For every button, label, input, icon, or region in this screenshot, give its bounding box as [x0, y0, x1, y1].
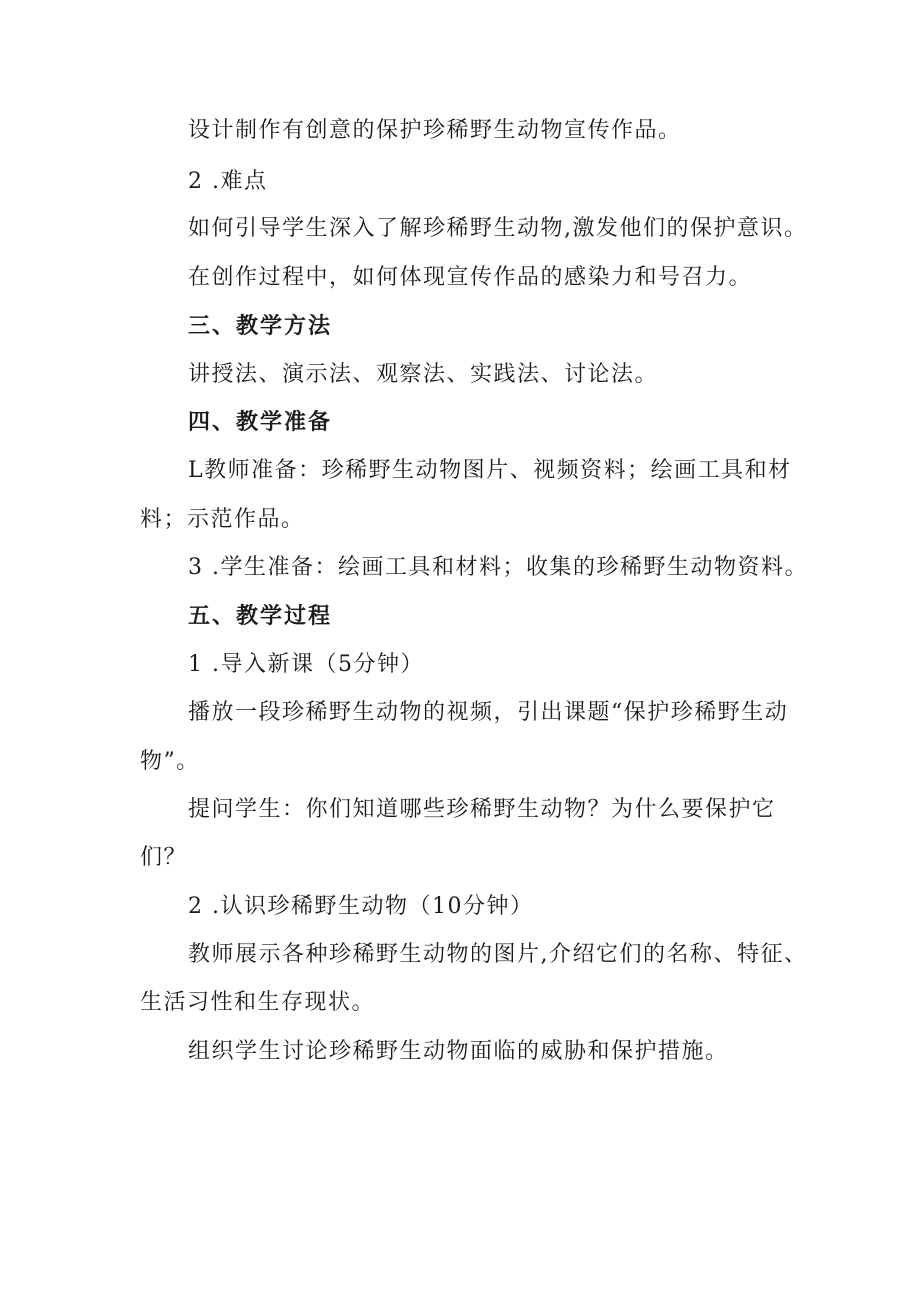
paragraph-line: 设计制作有创意的保护珍稀野生动物宣传作品。 [188, 118, 682, 143]
paragraph-line: 料；示范作品。 [140, 507, 305, 532]
paragraph-line: 3 .学生准备：绘画工具和材料；收集的珍稀野生动物资料。 [188, 555, 808, 580]
paragraph-line: 在创作过程中，如何体现宣传作品的感染力和号召力。 [188, 265, 753, 290]
paragraph-line: 生活习性和生存现状。 [140, 990, 376, 1015]
paragraph-line: 如何引导学生深入了解珍稀野生动物,激发他们的保护意识。 [188, 216, 808, 241]
section-subheading: 1 .导入新课（5分钟） [188, 652, 424, 677]
paragraph-line: 组织学生讨论珍稀野生动物面临的威胁和保护措施。 [188, 1039, 729, 1064]
section-subheading: 2 .认识珍稀野生动物（10分钟） [188, 894, 534, 919]
paragraph-line: 播放一段珍稀野生动物的视频，引出课题“保护珍稀野生动 [188, 700, 789, 725]
section-heading: 三、教学方法 [188, 314, 333, 339]
paragraph-line: 们？ [140, 845, 188, 870]
paragraph-line: 讲授法、演示法、观察法、实践法、讨论法。 [188, 362, 659, 387]
paragraph-line: L教师准备：珍稀野生动物图片、视频资料；绘画工具和材 [188, 458, 792, 483]
section-heading: 四、教学准备 [188, 410, 333, 435]
paragraph-line: 教师展示各种珍稀野生动物的图片,介绍它们的名称、特征、 [188, 942, 808, 967]
paragraph-line: 物”。 [140, 749, 200, 774]
section-subheading: 2 .难点 [188, 169, 268, 194]
section-heading: 五、教学过程 [188, 604, 333, 629]
paragraph-line: 提问学生：你们知道哪些珍稀野生动物？为什么要保护它 [188, 797, 776, 822]
